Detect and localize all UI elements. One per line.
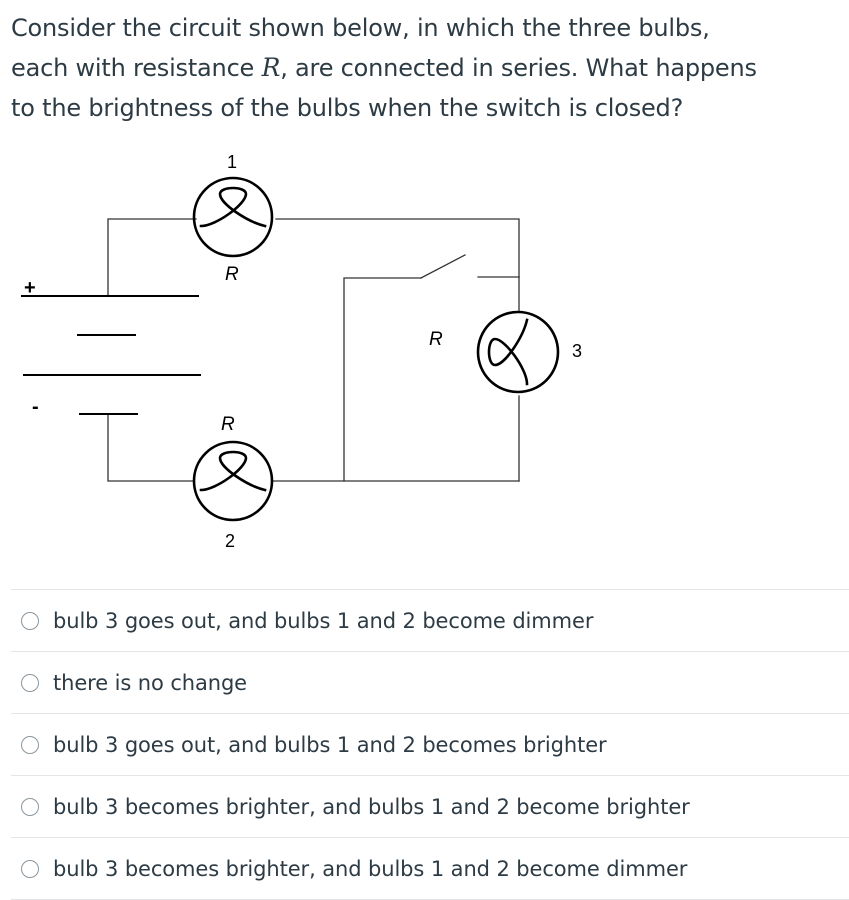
question-line-1: Consider the circuit shown below, in which the three bulbs,: [11, 14, 710, 42]
question-line-3: to the brightness of the bulbs when the switch is closed?: [11, 94, 684, 122]
wire-top: [108, 219, 519, 296]
circuit-diagram: [0, 140, 620, 560]
r2-label: R: [221, 414, 235, 435]
question-line-2: [11, 48, 841, 88]
r3-label: R: [429, 329, 443, 350]
answer-label[interactable]: bulb 3 becomes brighter, and bulbs 1 and 2 become brighter: [53, 794, 690, 819]
radio-button[interactable]: [21, 736, 39, 754]
answer-label[interactable]: there is no change: [53, 670, 247, 695]
answer-label[interactable]: bulb 3 becomes brighter, and bulbs 1 and 2 become dimmer: [53, 856, 688, 881]
bulb-3-label: 3: [572, 341, 583, 361]
radio-button[interactable]: [21, 674, 39, 692]
radio-button[interactable]: [21, 798, 39, 816]
bulb-1-icon: [194, 178, 272, 256]
radio-button[interactable]: [21, 612, 39, 630]
plus-label: +: [24, 277, 36, 299]
answer-label[interactable]: bulb 3 goes out, and bulbs 1 and 2 becomes brighter: [53, 732, 607, 757]
radio-button[interactable]: [21, 860, 39, 878]
answer-option-1[interactable]: [11, 590, 849, 652]
answer-option-2[interactable]: [11, 652, 849, 714]
answer-option-5[interactable]: [11, 838, 849, 900]
resistance-symbol: R: [261, 53, 281, 82]
answer-option-3[interactable]: [11, 714, 849, 776]
bulb-3-icon: [478, 312, 558, 392]
question-text: [11, 8, 841, 128]
wire-bottom: [108, 415, 519, 481]
bulb-2-label: 2: [225, 531, 236, 551]
switch-wire-left: [344, 278, 421, 481]
question-line-2b: , are connected in series. What happens: [280, 54, 757, 82]
question-line-2a: each with resistance: [11, 54, 262, 82]
bulb-1-label: 1: [227, 152, 238, 172]
answer-choices: [11, 589, 849, 900]
minus-label: -: [32, 396, 39, 418]
answer-option-4[interactable]: [11, 776, 849, 838]
bulb-2-icon: [194, 442, 272, 520]
r1-label: R: [225, 264, 239, 285]
answer-label[interactable]: bulb 3 goes out, and bulbs 1 and 2 become dimmer: [53, 608, 594, 633]
switch-blade: [421, 255, 465, 278]
